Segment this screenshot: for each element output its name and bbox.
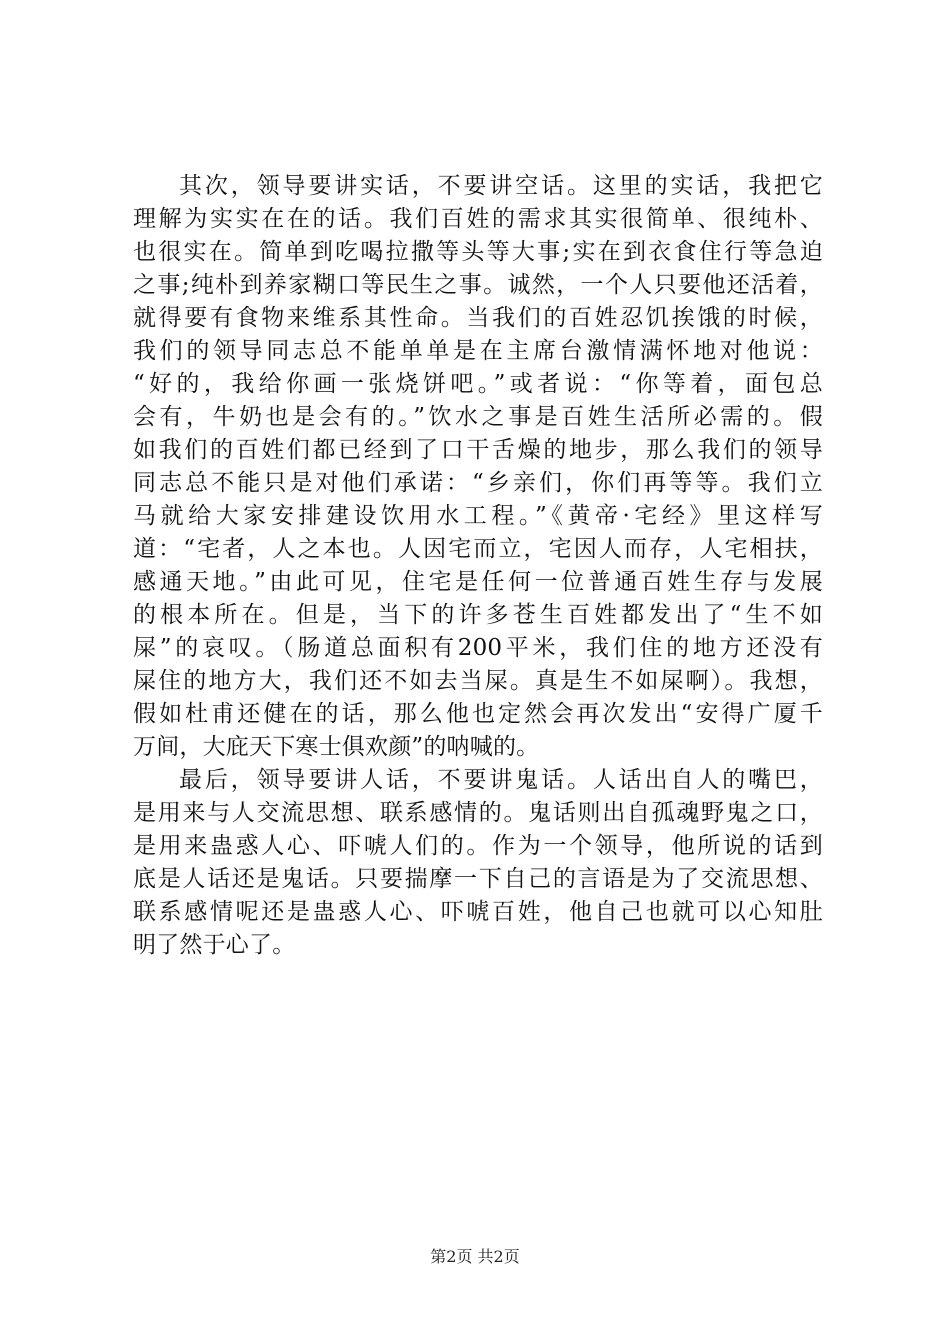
- text-line: 底是人话还是鬼话。只要揣摩一下自己的言语是为了交流思想、: [133, 866, 823, 892]
- body-text: [133, 170, 823, 962]
- text-line: 之事;纯朴到养家糊口等民生之事。诚然，一个人只要他还活着，: [133, 272, 823, 298]
- text-line: 屎住的地方大，我们还不如去当屎。真是生不如屎啊）。我想，: [133, 668, 823, 694]
- paragraph-1: [133, 170, 823, 764]
- text-line: “好的，我给你画一张烧饼吧。”或者说：“你等着，面包总: [133, 371, 823, 397]
- text-line: 屎”的哀叹。（肠道总面积有200平米，我们住的地方还没有: [133, 635, 823, 661]
- text-line: 的根本所在。但是，当下的许多苍生百姓都发出了“生不如: [133, 602, 823, 628]
- page-number-label: 第2页 共2页: [430, 1247, 520, 1266]
- text-line: 感通天地。”由此可见，住宅是任何一位普通百姓生存与发展: [133, 569, 823, 595]
- text-line: 明了然于心了。: [133, 932, 296, 958]
- text-line: 联系感情呢还是蛊惑人心、吓唬百姓，他自己也就可以心知肚: [133, 899, 823, 925]
- text-line: 就得要有食物来维系其性命。当我们的百姓忍饥挨饿的时候，: [133, 305, 823, 331]
- text-line: 最后，领导要讲人话，不要讲鬼话。人话出自人的嘴巴，: [179, 767, 823, 793]
- text-line: 是用来蛊惑人心、吓唬人们的。作为一个领导，他所说的话到: [133, 833, 823, 859]
- paragraph-2: [133, 764, 823, 962]
- text-line: 其次，领导要讲实话，不要讲空话。这里的实话，我把它: [179, 173, 823, 199]
- text-line: 是用来与人交流思想、联系感情的。鬼话则出自孤魂野鬼之口，: [133, 800, 823, 826]
- text-line: 道：“宅者，人之本也。人因宅而立，宅因人而存，人宅相扶，: [133, 536, 823, 562]
- text-line: 同志总不能只是对他们承诺：“乡亲们，你们再等等。我们立: [133, 470, 823, 496]
- text-line: 理解为实实在在的话。我们百姓的需求其实很简单、很纯朴、: [133, 206, 823, 232]
- text-line: 会有，牛奶也是会有的。”饮水之事是百姓生活所必需的。假: [133, 404, 823, 430]
- text-line: 万间，大庇天下寒士俱欢颜”的呐喊的。: [133, 734, 540, 760]
- text-line: 假如杜甫还健在的话，那么他也定然会再次发出“安得广厦千: [133, 701, 823, 727]
- text-line: 我们的领导同志总不能单单是在主席台激情满怀地对他说：: [133, 338, 823, 364]
- text-line: 也很实在。简单到吃喝拉撒等头等大事;实在到衣食住行等急迫: [133, 239, 823, 265]
- text-line: 马就给大家安排建设饮用水工程。”《黄帝·宅经》里这样写: [133, 503, 823, 529]
- page-footer: [0, 1244, 950, 1267]
- text-line: 如我们的百姓们都已经到了口干舌燥的地步，那么我们的领导: [133, 437, 823, 463]
